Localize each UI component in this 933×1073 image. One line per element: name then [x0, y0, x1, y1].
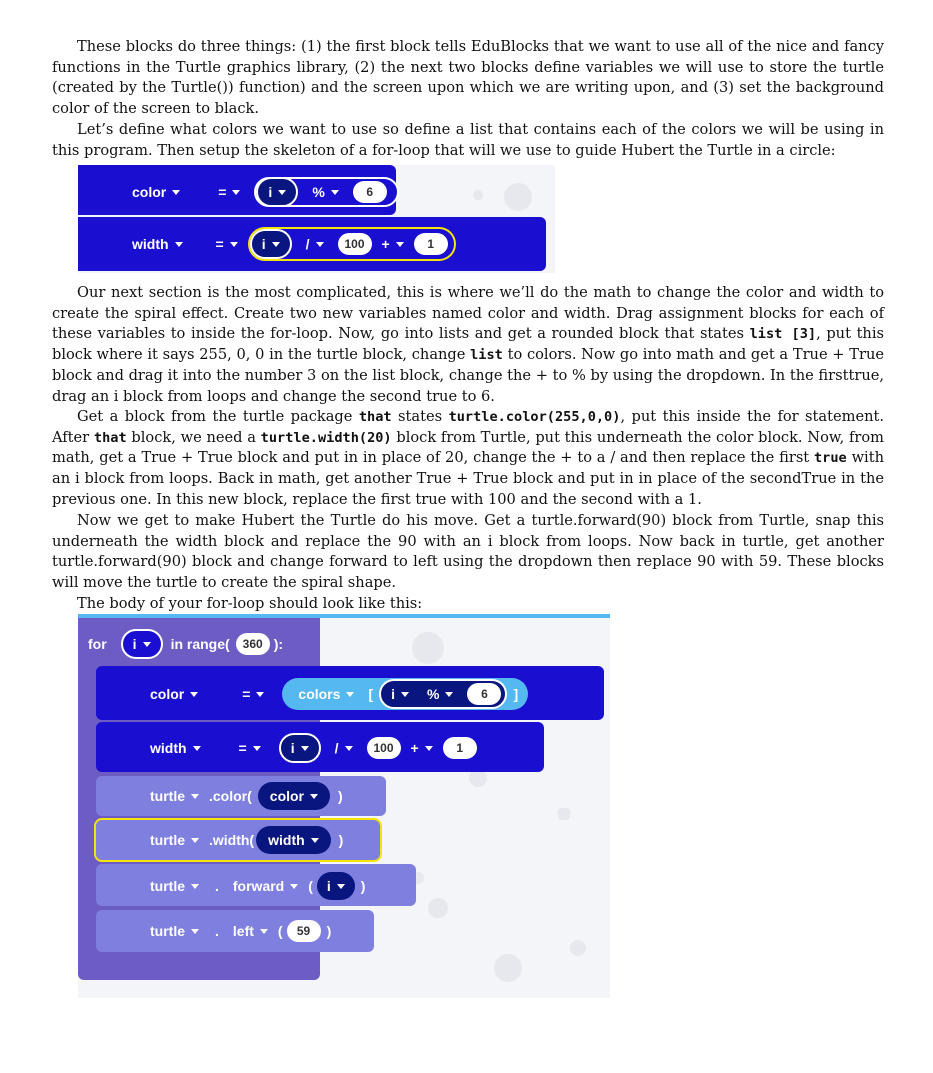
i-var-dropdown-4[interactable]: i — [279, 733, 321, 763]
mod-expression-2[interactable] — [379, 679, 507, 709]
dot-color-label: .color( — [209, 788, 252, 804]
forward-rparen: ) — [360, 878, 366, 894]
assign-op-dropdown[interactable]: = — [218, 184, 240, 200]
dot-label-2: . — [215, 923, 219, 939]
turtle-dropdown-2[interactable]: turtle — [150, 832, 199, 848]
for-header-row — [88, 628, 283, 660]
mod-op-dropdown-2[interactable]: % — [427, 686, 440, 702]
paragraph-3: Our next section is the most complicated, this is where we’ll do the math to change the color and width to create the spiral effect. Create two new variables named color and width. Drag assignment blocks for each of these variables to inside the for-loop. Now, go into lists and get a rounded block that states list [3], put this block where it says 255, 0, 0 in the turtle block, change list to colors. Now go into math and get a True + True block and drag it into the number 3 on the list block, change the + to % by using the dropdown. In the firsttrue, drag an i block from loops and change the second true to 6. — [52, 284, 884, 405]
number-one-2[interactable]: 1 — [443, 737, 477, 759]
color-assign-row-2 — [150, 678, 528, 710]
color-arg-dropdown[interactable]: color — [258, 782, 330, 810]
for-i-var-dropdown[interactable]: i — [121, 629, 163, 659]
mod-op-dropdown[interactable]: % — [312, 184, 338, 200]
paragraph-5: Now we get to make Hubert the Turtle do his move. Get a turtle.forward(90) block from Turtle, snap this underneath the width block and replace the 90 with an i block from loops. Now back in turtle, get another turtle.forward(90) block and change forward to left using the dropdown then replace 90 with 59. These blocks will move the turtle to create the spiral shape. — [52, 512, 884, 592]
number-100[interactable]: 100 — [338, 233, 372, 255]
paragraph-2-text: Let’s define what colors we want to use so define a list that contains each of the colors we will be using in this program. Then setup the skeleton of a for-loop that will we use to guide Hubert the Turtle in a circle: — [52, 121, 884, 159]
left-lparen: ( — [277, 923, 283, 939]
right-bracket: ] — [513, 686, 519, 702]
width-assign-row-2 — [150, 732, 477, 764]
i-var-dropdown-3[interactable]: i — [391, 686, 395, 702]
color-assign-row — [132, 176, 399, 208]
turtle-dropdown-1[interactable]: turtle — [150, 788, 199, 804]
forward-i-var-dropdown[interactable]: i — [317, 872, 355, 900]
div-op-dropdown[interactable]: / — [306, 236, 324, 252]
color-rparen: ) — [338, 788, 343, 804]
plus-op-dropdown[interactable]: + — [382, 236, 404, 252]
number-100-2[interactable]: 100 — [367, 737, 401, 759]
left-bracket: [ — [368, 686, 374, 702]
blocks-image-2 — [78, 614, 610, 998]
number-six-2[interactable]: 6 — [467, 683, 501, 705]
forward-dropdown[interactable]: forward — [233, 878, 298, 894]
number-59[interactable]: 59 — [287, 920, 321, 942]
dot-label-1: . — [215, 878, 219, 894]
div-expression[interactable] — [248, 227, 456, 261]
paragraph-1-text: These blocks do three things: (1) the first block tells EduBlocks that we want to use all of the nice and fancy functions in the Turtle graphics library, (2) the next two blocks define variables we will use to store the turtle (created by the Turtle()) function) and the screen upon which we are writing upon, and (3) set the background color of the screen to black. — [52, 38, 884, 118]
turtle-forward-row — [150, 870, 365, 902]
range-close-label: ): — [273, 636, 284, 652]
i-var-dropdown-2[interactable]: i — [250, 229, 292, 259]
paragraph-6: The body of your for-loop should look like this: — [77, 595, 423, 612]
turtle-dropdown-3[interactable]: turtle — [150, 878, 199, 894]
paragraph-2 — [52, 120, 884, 161]
width-var-dropdown[interactable]: width — [132, 236, 183, 252]
blocks-image-1 — [78, 165, 555, 273]
colors-var-label[interactable]: colors — [298, 686, 341, 702]
color-var-dropdown-2[interactable]: color — [150, 686, 198, 702]
width-rparen: ) — [338, 832, 344, 848]
left-rparen: ) — [326, 923, 332, 939]
turtle-width-row — [150, 824, 343, 856]
mod-expression[interactable] — [254, 177, 398, 207]
left-dropdown[interactable]: left — [233, 923, 268, 939]
number-one[interactable]: 1 — [414, 233, 448, 255]
assign-op-dropdown-2[interactable]: = — [216, 236, 238, 252]
forward-lparen: ( — [308, 878, 313, 894]
div-op-dropdown-2[interactable]: / — [335, 740, 353, 756]
turtle-color-row — [150, 780, 343, 812]
plus-op-dropdown-2[interactable]: + — [411, 740, 433, 756]
width-assign-row — [132, 228, 456, 260]
color-var-dropdown[interactable]: color — [132, 184, 180, 200]
dot-width-label: .width( — [209, 832, 255, 848]
assign-op-dropdown-4[interactable]: = — [239, 740, 261, 756]
width-var-dropdown-2[interactable]: width — [150, 740, 201, 756]
list-index-block[interactable] — [282, 678, 528, 710]
for-keyword: for — [88, 636, 107, 652]
turtle-left-row — [150, 915, 331, 947]
width-arg-dropdown[interactable]: width — [256, 826, 331, 854]
in-range-label: in range( — [170, 636, 230, 652]
paragraph-4: Get a block from the turtle package that states turtle.color(255,0,0), put this inside the for statement. After that block, we need a turtle.width(20) block from Turtle, put this underneath the color block. Now, from math, get a True + True block and put in in place of 20, change the + to a / and then replace the first true with an i block from loops. Back in math, get another True + True block and put in in place of the secondTrue in the previous one. In this new block, replace the first true with 100 and the second with a 1. — [52, 408, 884, 508]
i-var-dropdown[interactable]: i — [256, 177, 298, 207]
paragraph-1 — [52, 37, 884, 120]
number-360[interactable]: 360 — [236, 633, 270, 655]
assign-op-dropdown-3[interactable]: = — [242, 686, 264, 702]
turtle-dropdown-4[interactable]: turtle — [150, 923, 199, 939]
number-six[interactable]: 6 — [353, 181, 387, 203]
